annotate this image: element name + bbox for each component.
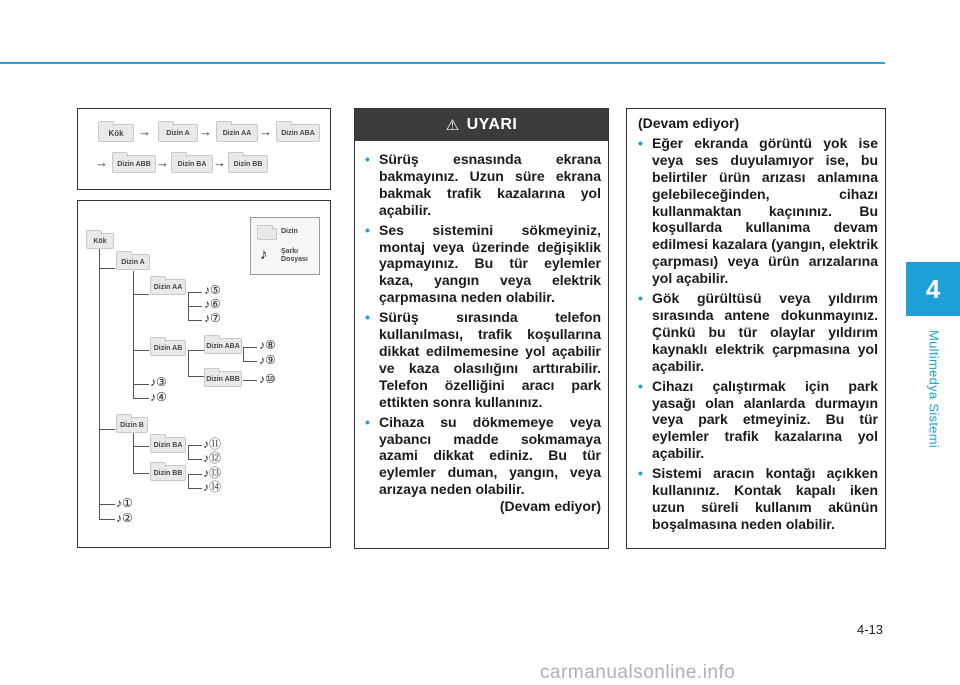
continued-item: • Eğer ekranda görüntü yok ise veya ses duyulamıyor ise, bu belirtiler ürün arızası anlamına gelebileceğinden, cihazı kullanmaktan kaçınınız. Bu koşullarda kullanıma devam edilmesi kazalara (yangın, elektrik çarpması) veya ürün arızalarına yol açabilir. xyxy=(638,135,878,287)
continued-label: (Devam ediyor) xyxy=(499,498,601,515)
song-file: ♪⑧ xyxy=(259,338,276,352)
legend-song-line1: Şarkı xyxy=(281,248,299,255)
music-note-icon: ♪ xyxy=(260,246,268,263)
song-file: ♪① xyxy=(116,496,133,510)
tree-line xyxy=(243,361,257,362)
arrow-icon: → xyxy=(95,155,108,170)
folder-root: Kök xyxy=(98,124,134,142)
song-file: ♪③ xyxy=(150,375,167,389)
tree-line xyxy=(133,473,149,474)
song-file: ♪⑨ xyxy=(259,353,276,367)
warning-item: • Ses sistemini sökmeyiniz, montaj veya üzerinde değişiklik yapmayınız. Bu tür eylemler kaza, yangın veya elektrik çarpmasına neden olabilir. xyxy=(365,222,601,307)
watermark: carmanualsonline.info xyxy=(540,662,736,683)
folder-ba: Dizin BA xyxy=(171,155,213,173)
song-file: ♪⑥ xyxy=(204,297,221,311)
arrow-icon: → xyxy=(156,155,169,170)
tree-folder-ab: Dizin AB xyxy=(150,340,186,356)
warning-list xyxy=(365,151,601,498)
folder-aa: Dizin AA xyxy=(216,124,258,142)
warning-header xyxy=(355,109,608,141)
header-rule xyxy=(0,62,885,64)
tree-line xyxy=(243,347,244,361)
tree-line xyxy=(188,445,189,459)
tree-folder-aa: Dizin AA xyxy=(150,279,186,295)
song-file: ♪⑤ xyxy=(204,283,221,297)
tree-line xyxy=(188,459,202,460)
warning-title: UYARI xyxy=(466,116,518,133)
tree-line xyxy=(188,320,202,321)
continued-list xyxy=(638,135,878,533)
tree-line xyxy=(188,445,202,446)
folder-abb: Dizin ABB xyxy=(112,155,156,173)
tree-line xyxy=(188,474,202,475)
legend-folder-label: Dizin xyxy=(281,228,298,235)
tree-line xyxy=(133,294,149,295)
tree-line xyxy=(243,380,257,381)
tree-folder-b: Dizin B xyxy=(116,417,148,433)
song-file: ♪⑦ xyxy=(204,311,221,325)
continued-item: • Sistemi aracın kontağı açıkken kullanınız. Kontak kapalı iken uzun süreli kullanım akünün boşalmasına neden olabilir. xyxy=(638,465,878,533)
tree-line xyxy=(133,271,134,398)
tree-line xyxy=(133,431,134,473)
tree-line xyxy=(188,306,202,307)
arrow-icon: → xyxy=(213,155,226,170)
tree-folder-ba: Dizin BA xyxy=(150,437,186,453)
song-file: ♪② xyxy=(116,511,133,525)
song-file: ♪④ xyxy=(150,390,167,404)
legend-song-line2: Dosyası xyxy=(281,256,308,263)
tree-line xyxy=(133,384,149,385)
folder-tree-diagram xyxy=(77,200,331,548)
tree-line xyxy=(188,474,189,488)
legend-song-label xyxy=(281,248,308,264)
arrow-icon: → xyxy=(199,124,212,139)
tree-line xyxy=(133,350,149,351)
continued-heading: (Devam ediyor) xyxy=(638,115,740,131)
arrow-icon: → xyxy=(259,124,272,139)
warning-body xyxy=(355,141,608,515)
song-file: ♪⑪ xyxy=(203,437,222,451)
legend-folder-icon xyxy=(257,228,277,240)
section-label: Multimedya Sistemi xyxy=(926,330,942,449)
legend xyxy=(250,217,320,275)
arrow-icon: → xyxy=(138,124,151,139)
tree-folder-root: Kök xyxy=(86,233,114,249)
folder-aba: Dizin ABA xyxy=(276,124,320,142)
song-file: ♪⑫ xyxy=(203,451,222,465)
tree-line xyxy=(188,488,202,489)
tree-line xyxy=(99,504,115,505)
song-file: ♪⑬ xyxy=(203,466,222,480)
folder-a: Dizin A xyxy=(158,124,198,142)
continued-panel xyxy=(626,108,886,549)
tree-line xyxy=(99,268,115,269)
folder-bb: Dizin BB xyxy=(228,155,268,173)
tree-line xyxy=(188,292,202,293)
tree-line xyxy=(133,398,149,399)
warning-item: • Cihaza su dökmemeye veya yabancı madde sokmamaya azami dikkat ediniz. Bu tür eylemler duman, yangın, veya arızaya neden olabilir. xyxy=(365,414,601,499)
page-number: 4-13 xyxy=(857,622,884,637)
playback-order-diagram xyxy=(77,108,331,190)
song-file: ♪⑭ xyxy=(203,480,222,494)
tree-line xyxy=(99,519,115,520)
chapter-tab: 4 xyxy=(906,262,960,316)
tree-folder-abb: Dizin ABB xyxy=(204,371,242,387)
warning-item: • Sürüş esnasında ekrana bakmayınız. Uzun süre ekrana bakmak trafik kazalarına yol açabilir. xyxy=(365,151,601,219)
warning-icon: ⚠ xyxy=(445,117,460,134)
tree-line xyxy=(99,245,100,519)
tree-line xyxy=(243,347,257,348)
warning-item: • Sürüş sırasında telefon kullanılması, trafik koşullarına dikkat edilmemesine yol açabilir ve kaza olasılığını arttırabilir. Telefon özelliğini aracı park ettikten sonra kullanınız. xyxy=(365,309,601,410)
continued-item: • Cihazı çalıştırmak için park yasağı olan alanlarda durmayın veya park etmeyiniz. Bu tür eylemler trafik kazalarına yol açabilir. xyxy=(638,378,878,463)
continued-body xyxy=(627,109,885,533)
tree-line xyxy=(133,446,149,447)
warning-panel xyxy=(354,108,609,549)
tree-folder-bb: Dizin BB xyxy=(150,465,186,481)
tree-folder-aba: Dizin ABA xyxy=(204,338,242,354)
tree-line xyxy=(188,350,189,376)
song-file: ♪⑩ xyxy=(259,372,276,386)
tree-folder-a: Dizin A xyxy=(116,254,150,270)
continued-item: • Gök gürültüsü veya yıldırım sırasında antene dokunmayınız. Çünkü bu tür olaylar yıldırım kaynaklı elektrik çarpmasına yol açabilir. xyxy=(638,290,878,375)
tree-line xyxy=(99,429,115,430)
